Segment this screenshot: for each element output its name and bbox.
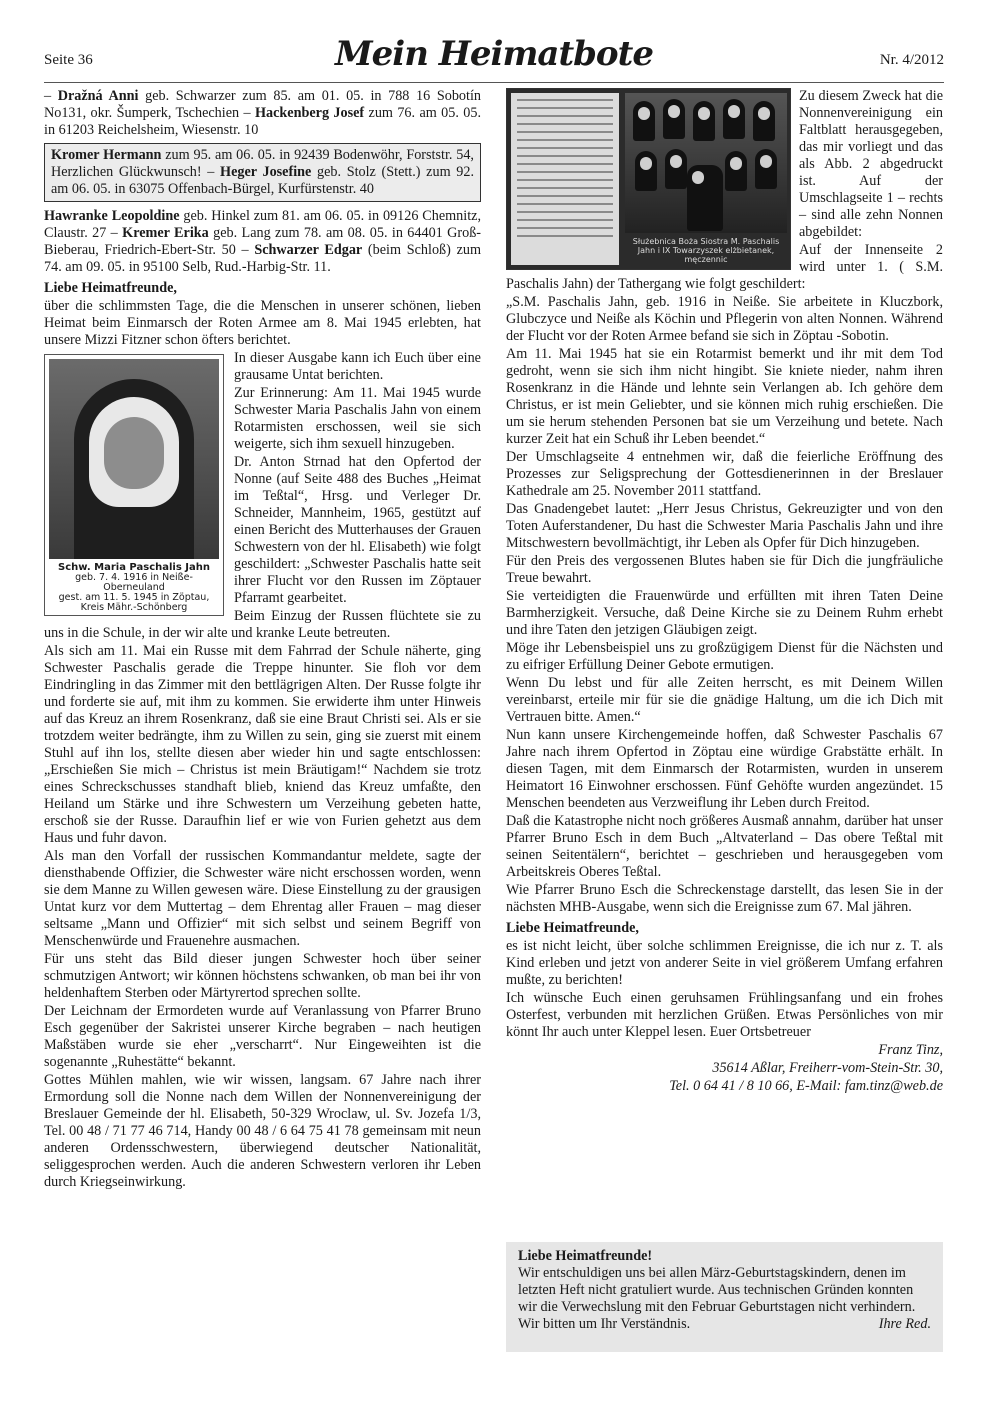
flyer-caption: Służebnica Boża Siostra M. Paschalis Jahn i IX Towarzyszek elżbietanek, męczennic: [632, 237, 780, 264]
nun-photo: [44, 354, 224, 616]
greeting-heading: Liebe Heimatfreunde,: [44, 280, 177, 296]
article-paragraph: Dr. Anton Strnad hat den Opfertod der Nonne (auf Seite 488 des Buches „Heimat im Teßtal“, Hrsg. und Verleger Dr. Schneider, Mannheim, 1965, gestützt auf einen Bericht des Mutterhauses der Grauen Schwestern von der hl. Elisabeth) wie folgt geschildert: „Schwester Paschalis hatte seit ihrer Flucht vor den Russen im Zöptauer Pfarramt gearbeitet.: [234, 454, 481, 606]
article-paragraph: Als man den Vorfall der russischen Kommandantur meldete, sagte der diensthabende Offizier, die Schwester wäre nicht erschossen worden, wenn sie dem Manne zu Willen gewesen wäre. Diese Einstellung zu der grausigen Untat kurz vor dem Muttertag – dem Ehrentag aller Frauen – mag dieser seltsame „Mann und Offizier“ mit sich selbst und seinem Begriff von Menschenwürde und Frauenehre ausmachen.: [44, 848, 481, 949]
article-paragraph: Gottes Mühlen mahlen, wie wir wissen, langsam. 67 Jahre nach ihrer Ermordung soll die Nonne nach dem Willen der Nonnenvereinigung der Breslauer Gemeinde der hl. Elisabeth, 50-329 Wroclaw, ul. Sv. Jozefa 1/3, Tel. 00 48 / 71 77 46 714, Handy 00 48 / 6 64 75 41 78 gemeinsam mit neun anderen Ordensschwestern, überwiegend deutscher Nationalität, seliggesprochen werden. Auch die anderen Schwestern verloren ihr Leben durch Kriegseinwirkung.: [44, 1072, 481, 1190]
portrait-image: [49, 359, 219, 559]
left-column: [44, 88, 481, 1192]
notice-text: Wir entschuldigen uns bei allen März-Geburtstagskindern, denen im letzten Heft nicht gratuliert wurde. Aus technischen Gründen konnten wir die Verwechslung mit den Februar Geburtstagen nicht verhindern. Wir bitten um Ihr Verständnis.: [518, 1265, 916, 1332]
article-paragraph: „S.M. Paschalis Jahn, geb. 1916 in Neiße. Sie arbeitete in Kluczbork, Glubczyce und Neiße als Köchin und Pflegerin von alten Nonnen. Während der Flucht vor der Roten Armee befand sie sich in Zöptau -Sobotin.: [506, 294, 943, 344]
flyer-image: [506, 88, 791, 270]
article-paragraph: Daß die Katastrophe nicht noch größeres Ausmaß annahm, darüber hat unser Pfarrer Bruno Esch in dem Buch „Altvaterland – Das obere Teßtal mit seinen Seitentälern“, berichtet – geschrieben und herausgegeben vom Arbeitskreis Oberes Teßtal.: [506, 813, 943, 880]
article-paragraph: Wenn Du lebst und für alle Zeiten herrscht, es mit Deinem Willen vereinbarst, erteile mir für sie die gnädige Haltung, um die ich Dich mit Vertrauen bitte. Amen.“: [506, 675, 943, 725]
article-paragraph: In dieser Ausgabe kann ich Euch über eine grausame Untat berichten.: [234, 350, 481, 383]
issue-number: Nr. 4/2012: [879, 52, 944, 68]
right-column: [506, 88, 943, 1096]
notice-signature: Ihre Red.: [878, 1316, 931, 1332]
article-paragraph: Für uns steht das Bild dieser jungen Schwester hoch über seiner schmutzigen Antwort; wir können höchstens schwanken, ob man bei ihr von heldenhaftem Sterben oder Märtyrertod sprechen sollte.: [44, 951, 481, 1001]
article-paragraph: Wie Pfarrer Bruno Esch die Schreckenstage darstellt, das lesen Sie in der nächsten MHB-Ausgabe, wenn sich die Ereignisse zum 67. Mal jähren.: [506, 882, 943, 915]
article-paragraph: Beim Einzug der Russen flüchtete sie zu uns in die Schule, in der wir alte und kranke Leute betreuten.: [44, 608, 481, 641]
closing-paragraph: Ich wünsche Euch einen geruhsamen Frühlingsanfang und ein frohes Osterfest, verbunden mit herzlichen Grüßen. Etwas Persönliches von mir könnt Ihr auch unter Kleppel lesen. Euer Ortsbetreuer: [506, 990, 943, 1040]
article-paragraph: Am 11. Mai 1945 hat sie ein Rotarmist bemerkt und ihr mit dem Tod gedroht, wenn sie sich ihm nicht hingibt. Sie kniete nieder, nahm ihren Rosenkranz in die Hände und lehnte sein Verlangen ab. Ich gehöre dem Christus, er ist mein Geliebter, und sie können mich ruhig erschießen. Die um sie herum stehenden Personen bat sie um Verzeihung und betete. Nach kurzer Zeit hat ein Schuß ihr Leben beendet.“: [506, 346, 943, 447]
article-paragraph: Auf der Innenseite 2 wird unter 1. ( S.M. Paschalis Jahn) der Tathergang wie folgt geschildert:: [506, 242, 943, 292]
greeting-heading: Liebe Heimatfreunde,: [506, 920, 639, 936]
notice-box: [506, 1242, 943, 1352]
birthday-entry: – Dražná Anni geb. Schwarzer zum 85. am 01. 05. in 788 16 Sobotín No131, okr. Šumperk, Tschechien – Hackenberg Josef zum 76. am 05. 05. in 61203 Reichelsheim, Wiesenstr. 10: [44, 88, 482, 138]
flyer-text-page: [511, 93, 619, 265]
highlight-box: Kromer Hermann zum 95. am 06. 05. in 92439 Bodenwöhr, Forststr. 54, Herzlichen Glückwunsch! – Heger Josefine geb. Stolz (Stett.) zum 92. am 06. 05. in 63075 Offenbach-Bürgel, Kurfürstenstr. 40: [44, 143, 481, 202]
article-paragraph: Der Leichnam der Ermordeten wurde auf Veranlassung von Pfarrer Bruno Esch gegenüber der Sakristei unserer Kirche begraben – nach heutigen Maßstäben wurde sie eher „verscharrt“. Nur Eingeweihten ist die sogenannte „Ruhestätte“ bekannt.: [44, 1003, 481, 1070]
article-paragraph: Möge ihr Lebensbeispiel uns zu großzügigem Dienst für die Nächsten und zu eifriger Erfüllung Deiner Gebote ermutigen.: [506, 640, 943, 673]
notice-title: Liebe Heimatfreunde!: [518, 1248, 653, 1264]
article-paragraph: Sie verteidigten die Frauenwürde und erfüllten mit ihren Taten Deine Barmherzigkeit. Versuche, daß Deine Kirche sie zu Deinem Ruhm erhebt und ihre Taten den jetzigen Gläubigen zeigt.: [506, 588, 943, 638]
signature-contact: Tel. 0 64 41 / 8 10 66, E-Mail: fam.tinz@web.de: [669, 1078, 943, 1094]
page-header: [44, 34, 944, 82]
article-paragraph: Zu diesem Zweck hat die Nonnenvereinigung ein Faltblatt herausgegeben, das mir vorliegt und das als Abb. 2 abgedruckt ist. Auf der Umschlagseite 1 – rechts – sind alle zehn Nonnen abgebildet:: [799, 88, 943, 240]
article-paragraph: Der Umschlagseite 4 entnehmen wir, daß die feierliche Eröffnung des Prozesses zur Seligsprechung der Gottesdienerinnen in der Breslauer Kathedrale am 25. November 2011 stattfand.: [506, 449, 943, 499]
header-rule: [44, 82, 944, 83]
closing-paragraph: es ist nicht leicht, über solche schlimmen Ereignisse, die ich nur z. T. als Kind erleben und jetzt von anderer Seite in viel größerem Umfang erfahren mußte, zu berichten!: [506, 938, 943, 988]
article-paragraph: Nun kann unsere Kirchengemeinde hoffen, daß Schwester Paschalis 67 Jahre nach ihrem Opfertod in Zöptau eine würdige Grabstätte erhält. In diesen Tagen, mit dem Einmarsch der Rotarmisten, wurden in unserem Heimatort 16 Einwohner erschossen. Fünf Gehöfte wurden angezündet. 15 Menschen beendeten aus Verzweiflung ihr Leben durch Freitod.: [506, 727, 943, 811]
signature-name: Franz Tinz,: [878, 1042, 943, 1058]
masthead-logo: Mein Heimatbote: [335, 34, 653, 74]
article-paragraph: Für den Preis des vergossenen Blutes haben sie für Dich die jungfräuliche Treue bewahrt.: [506, 553, 943, 586]
signature-address: 35614 Aßlar, Freiherr-vom-Stein-Str. 30,: [712, 1060, 943, 1076]
article-paragraph: Als sich am 11. Mai ein Russe mit dem Fahrrad der Schule näherte, ging Schwester Paschalis gerade die Treppe hinunter. Sie floh vor dem Eindringling in das Zimmer mit den bettlägrigen Alten. Der Russe folgte ihr und forderte sie auf, mit ihm zu kommen. Sie erwiderte ihm unter Hinweis auf das Kreuz an ihrem Rosenkranz, daß sie eine Braut Christi sei. Als er sie trotzdem weiter bedrängte, ihm zu Willen zu sein, ging sie zuerst mit einem Stuhl auf ihn los, stellte diesen aber wieder hin und sagte entschlossen: „Erschießen Sie mich – Christus ist mein Bräutigam!“ Nachdem sie trotz eines Schreckschusses standhaft blieb, kniend das Kreuz umfaßte, den Heiland um Stärke und ihre Schwestern um Verzeihung gebeten hatte, erschoß sie der Russe. Daraufhin lief er wie von Furien gehetzt aus dem Haus und fuhr davon.: [44, 643, 481, 846]
article-paragraph: Das Gnadengebet lautet: „Herr Jesus Christus, Gekreuzigter und von den Toten Auferstandener, Du hast die Schwester Maria Paschalis Jahn und ihre Mitschwestern bevollmächtigt, ihr Leben als Opfer für Dich hinzugeben.: [506, 501, 943, 551]
page-number: Seite 36: [44, 52, 93, 68]
nuns-group-photo: [625, 93, 787, 233]
article-paragraph: Zur Erinnerung: Am 11. Mai 1945 wurde Schwester Maria Paschalis Jahn von einem Rotarmisten erschossen, weil sie sich weigerte, sich ihm sexuell hinzugeben.: [234, 385, 481, 452]
birthday-entry: Hawranke Leopoldine geb. Hinkel zum 81. am 06. 05. in 09126 Chemnitz, Claustr. 27 – Kremer Erika geb. Lang zum 78. am 08. 05. in 64401 Groß-Bieberau, Friedrich-Ebert-Str. 50 – Schwarzer Edgar (beim Schloß) zum 74. am 09. 05. in 95100 Selb, Rud.-Harbig-Str. 11.: [44, 208, 482, 275]
intro-text: über die schlimmsten Tage, die die Menschen in unserer schönen, lieben Heimat beim Einmarsch der Roten Armee am 8. Mai 1945 erlebten, hat unsere Mizzi Fitzner schon öfters berichtet.: [44, 298, 481, 348]
photo-caption: Schw. Maria Paschalis Jahn geb. 7. 4. 1916 in Neiße-Oberneuland gest. am 11. 5. 1945 in Zöptau, Kreis Mähr.-Schönberg: [58, 562, 210, 613]
